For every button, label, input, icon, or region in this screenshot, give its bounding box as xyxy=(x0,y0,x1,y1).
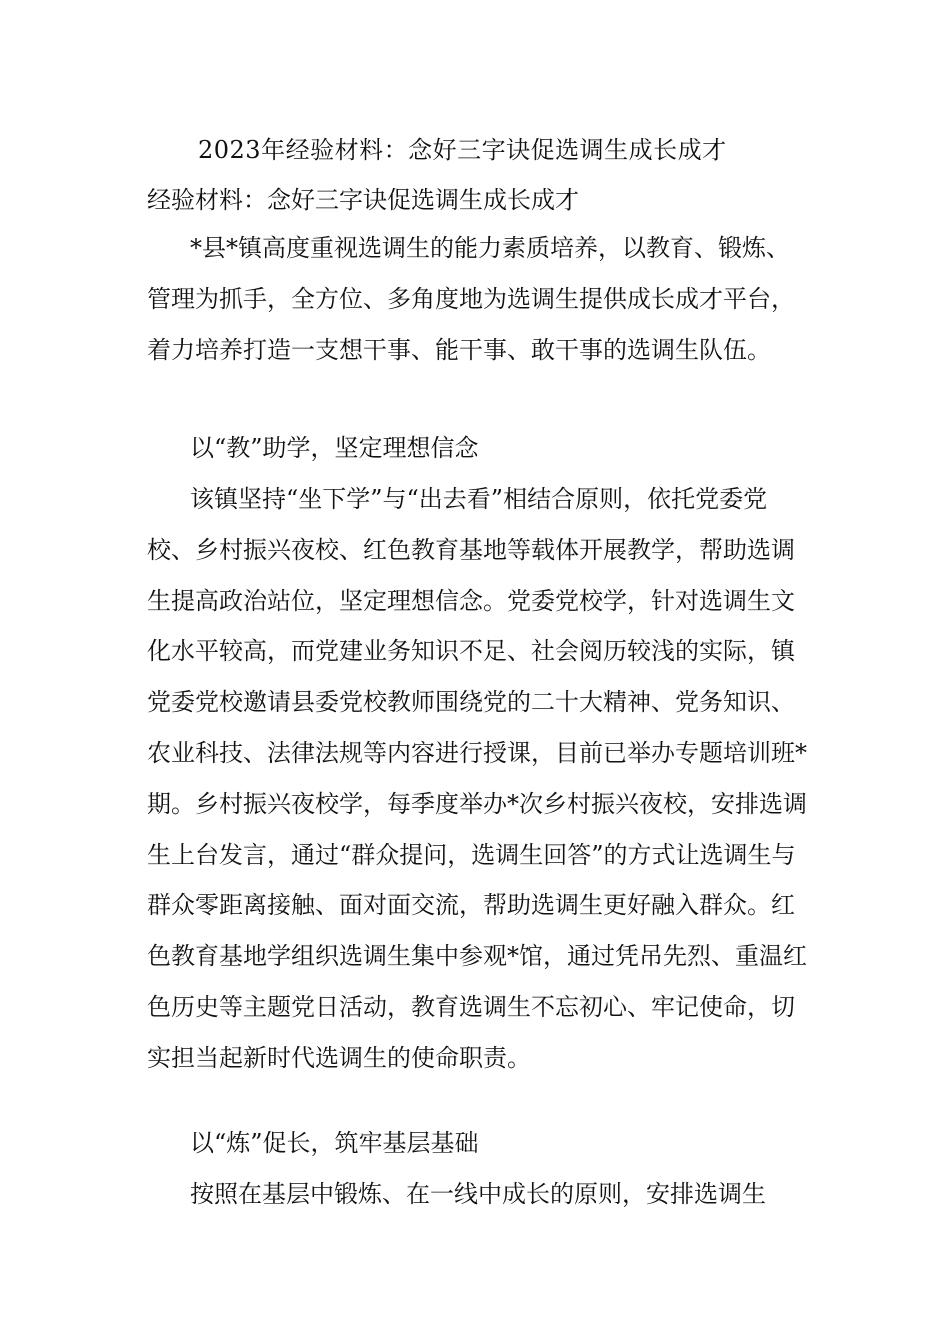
section-body-teach: 该镇坚持“坐下学”与“出去看”相结合原则，依托党委党校、乡村振兴夜校、红色教育基地等载体开展教学，帮助选调生提高政治站位，坚定理想信念。党委党校学，针对选调生文化水平较高，而党建业务知识不足、社会阅历较浅的实际，镇党委党校邀请县委党校教师围绕党的二十大精神、党务知识、农业科技、法律法规等内容进行授课，目前已举办专题培训班*期。乡村振兴夜校学，每季度举办*次乡村振兴夜校，安排选调生上台发言，通过“群众提问，选调生回答”的方式让选调生与群众零距离接触、面对面交流，帮助选调生更好融入群众。红色教育基地学组织选调生集中参观*馆，通过凭吊先烈、重温红色历史等主题党日活动，教育选调生不忘初心、牢记使命，切实担当起新时代选调生的使命职责。 xyxy=(147,485,807,1072)
intro-paragraph: *县*镇高度重视选调生的能力素质培养，以教育、锻炼、管理为抓手，全方位、多角度地为选调生提供成长成才平台，着力培养打造一支想干事、能干事、敢干事的选调生队伍。 xyxy=(147,234,795,364)
document-subtitle: 经验材料：念好三字诀促选调生成长成才 xyxy=(147,186,579,214)
section-heading-train: 以“炼”促长，筑牢基层基础 xyxy=(190,1129,479,1157)
document-title: 2023年经验材料：念好三字诀促选调生成长成才 xyxy=(198,136,727,164)
section-body-train: 按照在基层中锻炼、在一线中成长的原则，安排选调生 xyxy=(190,1180,766,1208)
section-heading-teach: 以“教”助学，坚定理想信念 xyxy=(190,434,479,462)
